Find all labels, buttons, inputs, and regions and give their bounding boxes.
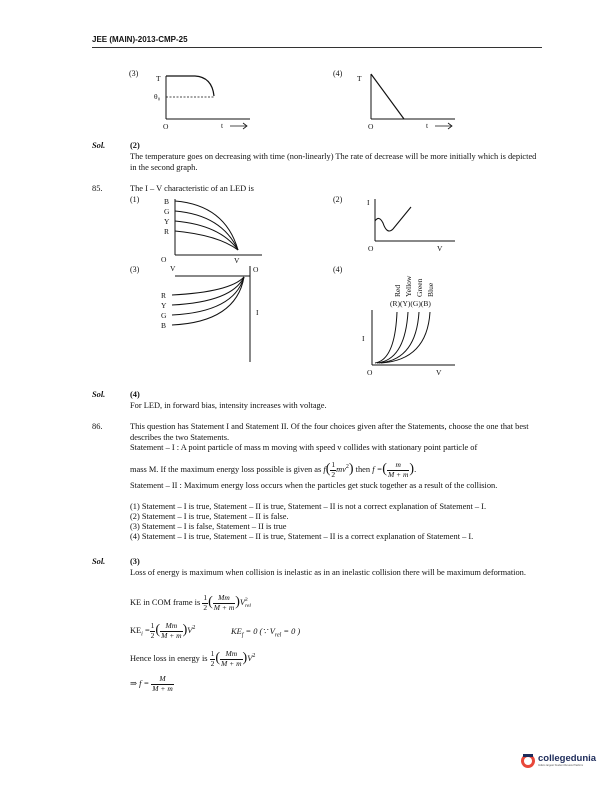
q85-option-3-number: (3) (130, 265, 140, 274)
origin-label: O (253, 265, 259, 274)
q85-sol-label: Sol. (92, 390, 106, 399)
color-letters: (R)(Y)(G)(B) (390, 299, 431, 308)
curve-y-label: Y (164, 217, 170, 226)
q85-option-2-number: (2) (333, 195, 343, 204)
q86-statement-2: Statement – II : Maximum energy loss occurs when the particles get stuck together as a result of the collision. (130, 481, 498, 490)
q86-choice-2: (2) Statement – I is true, Statement – II is false. (130, 512, 289, 521)
curve-green (379, 312, 419, 363)
yellow-label: Yellow (404, 275, 413, 297)
x-axis-label: V (436, 368, 442, 377)
x-axis-label: t (221, 121, 224, 130)
q85-answer: (4) (130, 390, 140, 399)
q86-explanation: Loss of energy is maximum when collision is inelastic as in an inelastic collision there will be maximum deformation. (130, 568, 526, 577)
y-axis-label: I (362, 334, 365, 343)
line (371, 74, 404, 119)
i-label: I (256, 308, 259, 317)
page-header: JEE (MAIN)-2013-CMP-25 (92, 35, 188, 44)
curve-b-label: B (161, 321, 167, 330)
origin-label: O (368, 122, 374, 131)
q85-graph-4 (350, 262, 460, 382)
q86-choice-1: (1) Statement – I is true, Statement – II is true, Statement – II is not a correct explanation of Statement – I. (130, 502, 487, 511)
y-axis-label: T (156, 74, 161, 83)
curve-b-label: B (164, 197, 170, 206)
red-label: Red (393, 284, 402, 297)
q84-answer: (2) (130, 141, 140, 150)
q84-option-4-number: (4) (333, 69, 343, 78)
q84-graph-4 (355, 66, 465, 131)
q86-choice-3: (3) Statement – I is false, Statement – II is true (130, 522, 287, 531)
curve-g-label: G (161, 311, 167, 320)
curve-blue (381, 312, 430, 363)
ke-com-equation: KE in COM frame is $\frac{1}{2}$ ( $\frac{Mm}{M + m}$ )V 2 rel (130, 593, 251, 612)
q85-option-1-number: (1) (130, 195, 140, 204)
q86-intro: This question has Statement I and Statement II. Of the four choices given after the Statements, choose the one that best describes the two Statements. (130, 422, 529, 442)
q85-question: The I – V characteristic of an LED is (130, 184, 254, 193)
final-answer-equation: ⇒ f = $\frac{M}{M + m}$ (130, 674, 173, 693)
curve-y-label: Y (161, 301, 167, 310)
q85-graph-3 (150, 262, 280, 372)
q84-sol-label: Sol. (92, 141, 106, 150)
q86-statement-1: Statement – I : A point particle of mass m moving with speed v collides with stationary point particle of (130, 443, 478, 452)
logo-mascot-icon (520, 752, 538, 770)
curve-r (172, 277, 244, 295)
origin-label: O (367, 368, 373, 377)
origin-label: O (368, 244, 374, 253)
q85-option-4-number: (4) (333, 265, 343, 274)
origin-label: O (161, 255, 167, 264)
q86-answer: (3) (130, 557, 140, 566)
blue-label: Blue (426, 282, 435, 297)
logo-text: collegedunia (538, 753, 597, 764)
x-axis-label: t (426, 121, 429, 130)
green-label: Green (415, 278, 424, 297)
q86-sol-label: Sol. (92, 557, 106, 566)
curve-r (175, 231, 238, 250)
top-v-label: V (170, 264, 176, 273)
q86-choice-4: (4) Statement – I is true, Statement – II is true, Statement – II is a correct explanation of Statement – I. (130, 532, 474, 541)
origin-label: O (163, 122, 169, 131)
curve-g-label: G (164, 207, 170, 216)
ke-initial-equation: $KE_i$ = $\frac{1}{2}$ ( $\frac{Mm}{M + m}$ )$V^2$ (130, 621, 196, 640)
curve-b (175, 201, 238, 250)
y-axis-label: I (367, 198, 370, 207)
q85-number: 85. (92, 184, 103, 193)
curve (166, 76, 214, 96)
q86-number: 86. (92, 422, 103, 431)
q84-option-3-number: (3) (129, 69, 139, 78)
x-axis-label: V (234, 256, 240, 265)
curve-g (172, 277, 244, 315)
q86-statement-1-cont: mass M. If the maximum energy loss possible is given as f( $\frac{1}{2}$ $mv^2$) then f =( $\frac{m}{M + m}$ ). (130, 460, 417, 479)
q85-graph-2 (355, 195, 465, 260)
q84-graph-3 (150, 66, 260, 131)
ke-final-equation: $KE_f = 0$ (∵ $V_{rel} = 0$ ) (231, 627, 301, 639)
q84-explanation: The temperature goes on decreasing with time (non-linearly) The rate of decrease will be more initially which is depicted in the second graph. (130, 152, 537, 172)
x-axis-label: V (437, 244, 443, 253)
curve-yellow (377, 312, 408, 363)
q85-explanation: For LED, in forward bias, intensity increases with voltage. (130, 401, 327, 410)
theta-label: θ₀ (154, 92, 161, 101)
curve-r-label: R (161, 291, 167, 300)
header-rule (92, 47, 542, 48)
loss-equation: Hence loss in energy is $\frac{1}{2}$ ( $\frac{Mm}{M + m}$ )$V^2$ (130, 649, 256, 668)
y-axis-label: T (357, 74, 362, 83)
logo-tagline: India's largest Student Review Platform (538, 764, 584, 767)
curve (375, 207, 411, 231)
curve-r-label: R (164, 227, 170, 236)
